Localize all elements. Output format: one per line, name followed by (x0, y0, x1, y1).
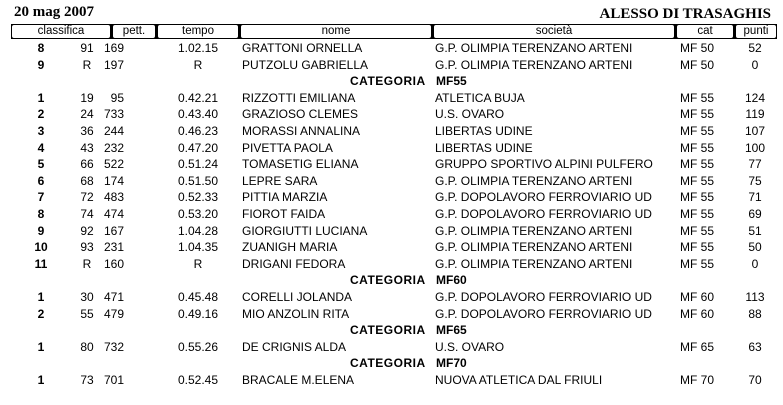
points-cell: 63 (748, 339, 762, 354)
position-cell: 1 (37, 90, 45, 105)
position-cell: 2 (37, 107, 45, 122)
category-row (0, 322, 783, 339)
club-cell: G.P. OLIMPIA TERENZANO ARTENI (435, 173, 633, 188)
position-cell: 1 (37, 372, 45, 387)
position-cell: 2 (37, 306, 45, 321)
order-cell: 91 (80, 41, 94, 55)
category-label: CATEGORIA (350, 356, 426, 371)
category-label: CATEGORIA (350, 323, 426, 338)
athlete-name-cell: RIZZOTTI EMILIANA (242, 90, 356, 105)
club-cell: G.P. OLIMPIA TERENZANO ARTENI (435, 240, 633, 255)
order-cell: 24 (80, 107, 94, 122)
category-label: CATEGORIA (350, 74, 426, 89)
category-cell: MF 55 (680, 123, 715, 138)
time-cell: 0.55.26 (177, 339, 219, 354)
time-cell: 0.42.21 (177, 90, 219, 105)
time-cell: R (193, 256, 203, 271)
club-cell: LIBERTAS UDINE (435, 140, 533, 155)
order-cell: 19 (80, 90, 94, 105)
club-cell: GRUPPO SPORTIVO ALPINI PULFERO (435, 157, 653, 172)
time-cell: 0.53.20 (177, 206, 219, 221)
category-cell: MF 55 (680, 140, 715, 155)
table-row (0, 306, 783, 323)
order-cell: 92 (80, 223, 94, 238)
bib-cell: 474 (103, 206, 124, 221)
time-cell: 1.04.28 (177, 223, 219, 238)
athlete-name-cell: PITTIA MARZIA (242, 190, 328, 205)
category-cell: MF 55 (680, 206, 715, 221)
order-cell: 93 (80, 240, 94, 255)
points-cell: 69 (748, 206, 762, 221)
col-pett: pett. (113, 25, 155, 38)
bib-cell: 232 (103, 140, 124, 155)
position-cell: 10 (34, 240, 48, 255)
bib-cell: 244 (103, 123, 124, 138)
order-cell: R (82, 256, 92, 271)
order-cell: 72 (80, 190, 94, 205)
category-cell: MF 70 (680, 372, 715, 387)
table-row (0, 189, 783, 206)
table-row (0, 40, 783, 57)
category-code: MF65 (436, 323, 467, 338)
time-cell: 0.43.40 (177, 107, 219, 122)
order-cell: 80 (80, 339, 94, 354)
points-cell: 71 (748, 190, 762, 205)
table-row (0, 372, 783, 389)
club-cell: G.P. DOPOLAVORO FERROVIARIO UD (435, 190, 652, 205)
table-row (0, 123, 783, 140)
club-cell: G.P. DOPOLAVORO FERROVIARIO UD (435, 206, 652, 221)
athlete-name-cell: GRAZIOSO CLEMES (242, 107, 359, 122)
category-code: MF70 (436, 356, 467, 371)
col-nome: nome (241, 25, 431, 38)
athlete-name-cell: MORASSI ANNALINA (242, 123, 361, 138)
race-location: ALESSO DI TRASAGHIS (599, 6, 771, 22)
col-punti: punti (736, 25, 776, 38)
athlete-name-cell: DRIGANI FEDORA (242, 256, 346, 271)
time-cell: 0.45.48 (177, 289, 219, 304)
category-cell: MF 50 (680, 41, 715, 55)
position-cell: 9 (37, 223, 45, 238)
col-classifica: classifica (12, 25, 110, 38)
position-cell: 11 (34, 256, 48, 271)
time-cell: 1.02.15 (177, 41, 219, 55)
category-label: CATEGORIA (350, 273, 426, 288)
table-row (0, 339, 783, 356)
bib-cell: 231 (103, 240, 124, 255)
time-cell: 0.49.16 (177, 306, 219, 321)
category-cell: MF 55 (680, 90, 715, 105)
points-cell: 77 (748, 157, 762, 172)
order-cell: 55 (80, 306, 94, 321)
bib-cell: 167 (103, 223, 124, 238)
bib-cell: 522 (103, 157, 124, 172)
club-cell: G.P. DOPOLAVORO FERROVIARIO UD (435, 306, 652, 321)
athlete-name-cell: GIORGIUTTI LUCIANA (242, 223, 368, 238)
bib-cell: 471 (103, 289, 124, 304)
points-cell: 0 (751, 57, 759, 72)
order-cell: 73 (80, 372, 94, 387)
bib-cell: 479 (103, 306, 124, 321)
table-row (0, 223, 783, 240)
position-cell: 1 (37, 339, 45, 354)
category-cell: MF 55 (680, 157, 715, 172)
time-cell: 0.51.24 (177, 157, 219, 172)
points-cell: 100 (744, 140, 766, 155)
category-cell: MF 55 (680, 173, 715, 188)
points-cell: 113 (745, 289, 765, 304)
col-tempo: tempo (158, 25, 238, 38)
club-cell: G.P. OLIMPIA TERENZANO ARTENI (435, 57, 633, 72)
bib-cell: 701 (103, 372, 124, 387)
points-cell: 70 (748, 372, 762, 387)
category-code: MF55 (436, 74, 467, 89)
position-cell: 4 (37, 140, 45, 155)
position-cell: 3 (37, 123, 45, 138)
bib-cell: 169 (103, 41, 124, 55)
points-cell: 75 (748, 173, 762, 188)
order-cell: 43 (80, 140, 94, 155)
athlete-name-cell: BRACALE M.ELENA (242, 372, 355, 387)
table-row (0, 106, 783, 123)
club-cell: U.S. OVARO (435, 339, 505, 354)
time-cell: 1.04.35 (177, 240, 219, 255)
athlete-name-cell: TOMASETIG ELIANA (242, 157, 359, 172)
points-cell: 88 (748, 306, 762, 321)
category-row (0, 272, 783, 289)
table-row (0, 156, 783, 173)
time-cell: 0.51.50 (177, 173, 219, 188)
points-cell: 52 (748, 41, 762, 55)
bib-cell: 174 (103, 173, 124, 188)
table-row (0, 140, 783, 157)
table-row (0, 173, 783, 190)
points-cell: 50 (748, 240, 762, 255)
order-cell: 74 (80, 206, 94, 221)
table-row (0, 256, 783, 273)
club-cell: LIBERTAS UDINE (435, 123, 533, 138)
category-code: MF60 (436, 273, 467, 288)
athlete-name-cell: DE CRIGNIS ALDA (242, 339, 347, 354)
points-cell: 0 (751, 256, 759, 271)
club-cell: G.P. OLIMPIA TERENZANO ARTENI (435, 41, 633, 55)
col-societa: società (434, 25, 674, 38)
results-table (0, 40, 783, 388)
position-cell: 7 (37, 190, 45, 205)
category-cell: MF 50 (680, 57, 715, 72)
column-header-bar (11, 24, 777, 39)
table-row (0, 206, 783, 223)
table-row (0, 239, 783, 256)
club-cell: G.P. OLIMPIA TERENZANO ARTENI (435, 256, 633, 271)
bib-cell: 733 (103, 107, 124, 122)
table-row (0, 90, 783, 107)
time-cell: 0.47.20 (177, 140, 219, 155)
bib-cell: 732 (103, 339, 124, 354)
category-cell: MF 55 (680, 190, 715, 205)
club-cell: NUOVA ATLETICA DAL FRIULI (435, 372, 603, 387)
club-cell: U.S. OVARO (435, 107, 505, 122)
category-cell: MF 55 (680, 256, 715, 271)
points-cell: 51 (748, 223, 762, 238)
time-cell: R (193, 57, 203, 72)
points-cell: 124 (744, 90, 766, 105)
position-cell: 9 (37, 57, 45, 72)
col-cat: cat (677, 25, 733, 38)
table-row (0, 57, 783, 74)
time-cell: 0.52.45 (177, 372, 219, 387)
athlete-name-cell: CORELLI JOLANDA (242, 289, 353, 304)
athlete-name-cell: ZUANIGH MARIA (242, 240, 338, 255)
category-cell: MF 60 (680, 306, 715, 321)
athlete-name-cell: PIVETTA PAOLA (242, 140, 333, 155)
category-row (0, 355, 783, 372)
category-cell: MF 55 (680, 223, 715, 238)
bib-cell: 160 (103, 256, 124, 271)
order-cell: 66 (80, 157, 94, 172)
category-cell: MF 55 (680, 107, 715, 122)
athlete-name-cell: LEPRE SARA (242, 173, 318, 188)
position-cell: 6 (37, 173, 45, 188)
table-row (0, 289, 783, 306)
category-cell: MF 55 (680, 240, 715, 255)
athlete-name-cell: MIO ANZOLIN RITA (242, 306, 350, 321)
category-cell: MF 60 (680, 289, 715, 304)
time-cell: 0.46.23 (177, 123, 219, 138)
bib-cell: 95 (110, 90, 124, 105)
points-cell: 107 (744, 123, 766, 138)
bib-cell: 483 (103, 190, 124, 205)
order-cell: 36 (80, 123, 94, 138)
time-cell: 0.52.33 (177, 190, 219, 205)
position-cell: 8 (37, 41, 45, 55)
order-cell: R (82, 57, 92, 72)
order-cell: 30 (80, 289, 94, 304)
bib-cell: 197 (103, 57, 124, 72)
position-cell: 5 (37, 157, 45, 172)
position-cell: 1 (37, 289, 45, 304)
category-cell: MF 65 (680, 339, 715, 354)
page-header (0, 2, 783, 22)
position-cell: 8 (37, 206, 45, 221)
athlete-name-cell: GRATTONI ORNELLA (242, 41, 363, 55)
club-cell: G.P. DOPOLAVORO FERROVIARIO UD (435, 289, 652, 304)
points-cell: 119 (745, 107, 765, 122)
race-date: 20 mag 2007 (14, 4, 94, 20)
club-cell: G.P. OLIMPIA TERENZANO ARTENI (435, 223, 633, 238)
club-cell: ATLETICA BUJA (435, 90, 525, 105)
athlete-name-cell: PUTZOLU GABRIELLA (242, 57, 369, 72)
category-row (0, 73, 783, 90)
order-cell: 68 (80, 173, 94, 188)
athlete-name-cell: FIOROT FAIDA (242, 206, 326, 221)
